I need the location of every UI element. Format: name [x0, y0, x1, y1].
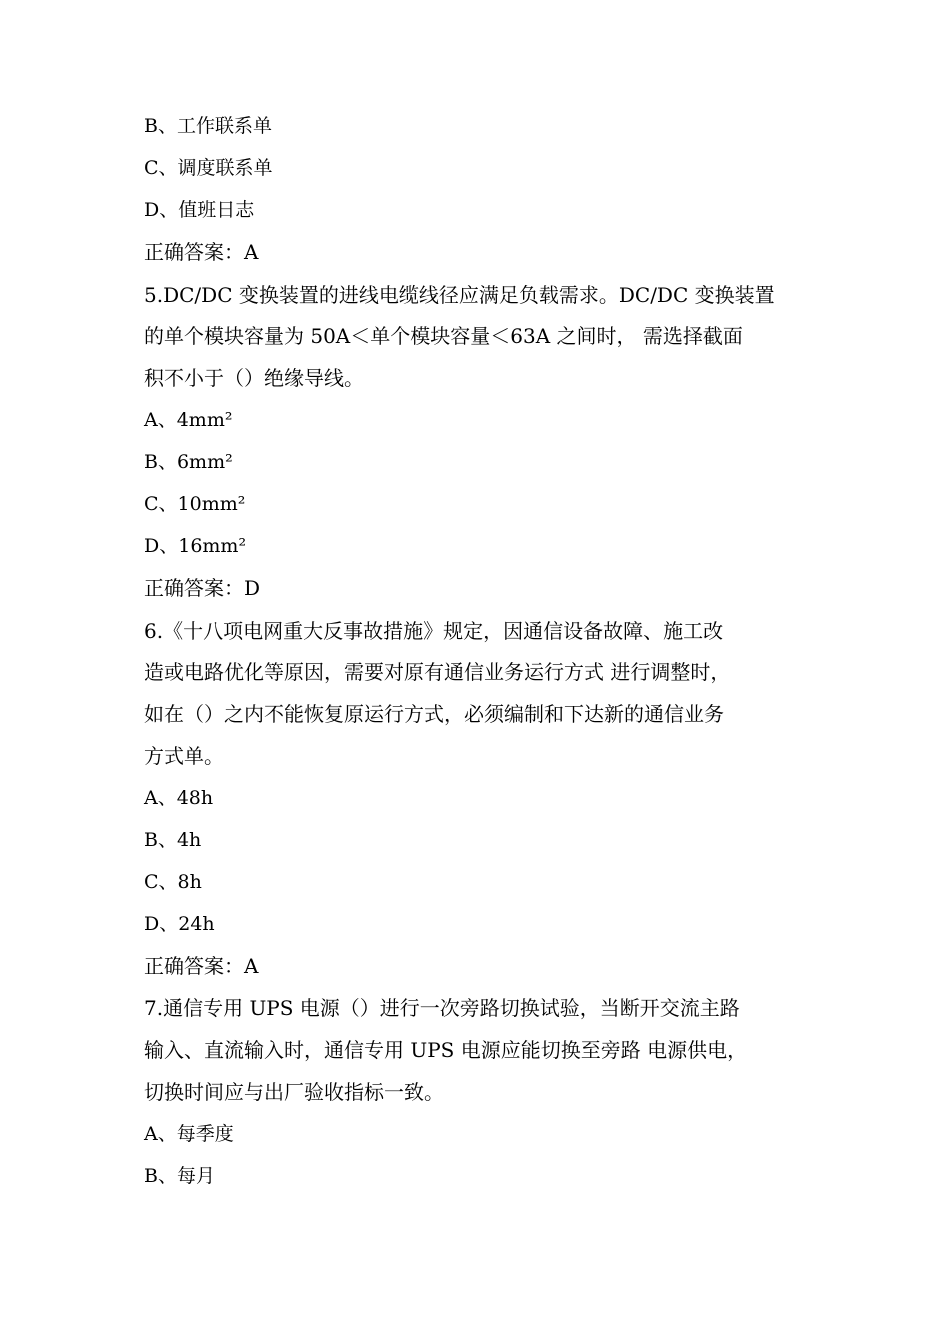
option-line: A、每季度: [144, 1123, 234, 1145]
question-line: 造或电路优化等原因，需要对原有通信业务运行方式 进行调整时，: [144, 660, 731, 684]
question-line: 方式单。: [144, 744, 224, 768]
question-line: 5.DC/DC 变换装置的进线电缆线径应满足负载需求。DC/DC 变换装置: [144, 283, 775, 307]
option-line: B、每月: [144, 1165, 215, 1187]
answer-line: 正确答案：A: [144, 954, 259, 978]
question-line: 如在（）之内不能恢复原运行方式，必须编制和下达新的通信业务: [144, 702, 724, 726]
option-line: C、10mm²: [144, 493, 246, 515]
question-line: 输入、直流输入时，通信专用 UPS 电源应能切换至旁路 电源供电，: [144, 1038, 748, 1062]
question-line: 积不小于（）绝缘导线。: [144, 366, 364, 390]
question-line: 6.《十八项电网重大反事故措施》规定，因通信设备故障、施工改: [144, 619, 724, 643]
option-line: C、调度联系单: [144, 157, 273, 179]
option-line: A、48h: [144, 787, 214, 809]
option-line: D、24h: [144, 913, 215, 935]
option-line: C、8h: [144, 871, 202, 893]
answer-line: 正确答案：D: [144, 576, 261, 600]
question-line: 切换时间应与出厂验收指标一致。: [144, 1080, 444, 1104]
option-line: A、4mm²: [144, 409, 233, 431]
option-line: D、值班日志: [144, 199, 255, 221]
option-line: B、4h: [144, 829, 202, 851]
question-line: 7.通信专用 UPS 电源（）进行一次旁路切换试验，当断开交流主路: [144, 996, 740, 1020]
question-line: 的单个模块容量为 50A＜单个模块容量＜63A 之间时， 需选择截面: [144, 324, 743, 348]
option-line: D、16mm²: [144, 535, 247, 557]
answer-line: 正确答案：A: [144, 240, 259, 264]
option-line: B、工作联系单: [144, 115, 272, 137]
option-line: B、6mm²: [144, 451, 233, 473]
